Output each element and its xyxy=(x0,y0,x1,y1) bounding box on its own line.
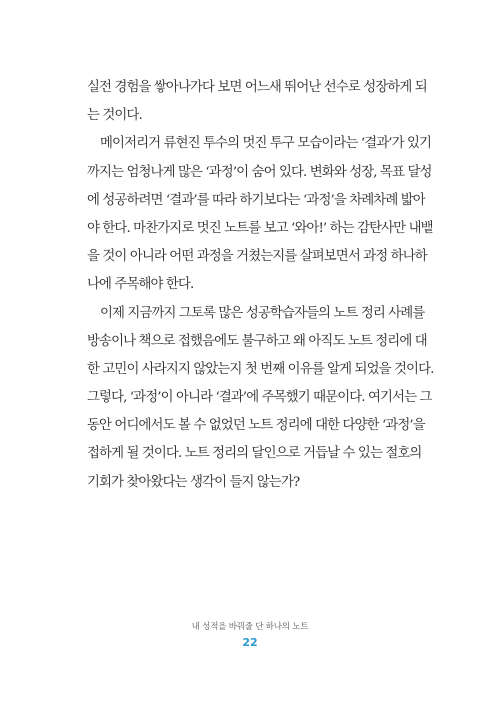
text-line: 실전 경험을 쌓아나가다 보면 어느새 뛰어난 선수로 성장하게 되 xyxy=(87,80,427,95)
text-line: 을 것이 아니라 어떤 과정을 거쳤는지를 살펴보면서 과정 하나하 xyxy=(87,249,427,265)
text-line: 메이저리거 류현진 투수의 멋진 투구 모습이라는 ‘결과’가 있기 xyxy=(100,136,432,152)
text-line: 나에 주목해야 한다. xyxy=(87,277,194,293)
page-number: 22 xyxy=(242,636,258,649)
page-body-text xyxy=(87,74,434,497)
text-line: 야 한다. 마찬가지로 멋진 노트를 보고 ‘와아!’ 하는 감탄사만 내뱉 xyxy=(87,220,433,236)
text-line: 한 고민이 사라지지 않았는지 첫 번째 이유를 알게 되었을 것이다. xyxy=(87,361,434,377)
text-line: 기회가 찾아왔다는 생각이 들지 않는가? xyxy=(87,474,300,490)
running-footer-book-title: 내 성적을 바꿔줄 단 하나의 노트 xyxy=(191,622,309,632)
text-line: 접하게 될 것이다. 노트 정리의 달인으로 거듭날 수 있는 절호의 xyxy=(87,446,422,462)
paragraph-3 xyxy=(87,300,434,497)
text-line: 방송이나 책으로 접했음에도 불구하고 왜 아직도 노트 정리에 대 xyxy=(87,333,427,349)
text-line: 이제 지금까지 그토록 많은 성공학습자들의 노트 정리 사례를 xyxy=(100,305,425,321)
text-line: 까지는 엄청나게 많은 ‘과정’이 숨어 있다. 변화와 성장, 목표 달성 xyxy=(87,164,432,180)
text-line: 동안 어디에서도 볼 수 없었던 노트 정리에 대한 다양한 ‘과정’을 xyxy=(87,418,425,434)
paragraph-2 xyxy=(87,130,433,299)
text-line: 는 것이다. xyxy=(87,108,142,124)
text-line: 그렇다, ‘과정’이 아니라 ‘결과’에 주목했기 때문이다. 여기서는 그 xyxy=(87,390,432,406)
paragraph-1 xyxy=(87,74,427,130)
text-line: 에 성공하려면 ‘결과’를 따라 하기보다는 ‘과정’을 차례차례 밟아 xyxy=(87,192,425,208)
